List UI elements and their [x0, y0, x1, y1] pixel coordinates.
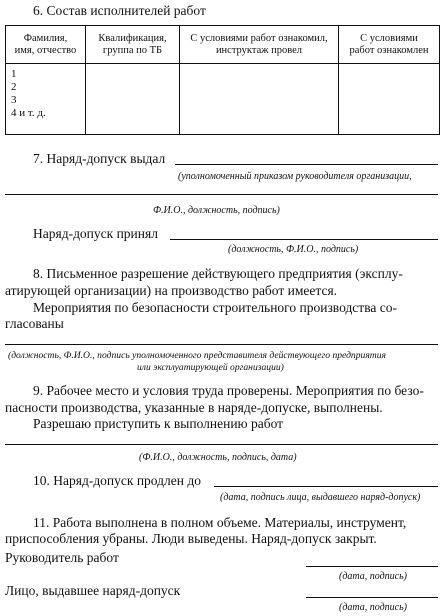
section-11-line-2: приспособления убраны. Люди выведены. Наряд-допуск закрыт. [5, 531, 377, 546]
issued-by-label: 7. Наряд-допуск выдал [33, 151, 166, 166]
permission-hint: (Ф.И.О., должность, подпись, дата) [139, 452, 297, 463]
issued-by-hint-2: Ф.И.О., должность, подпись) [153, 205, 280, 216]
section-8-line-2: атирующей организации) на производство работ имеется. [5, 283, 338, 298]
accepted-by-hint: (должность, Ф.И.О., подпись) [228, 244, 359, 255]
column-header-instructed-by: С условиями работ ознакомил, инструктаж провел [180, 26, 339, 64]
issuer-hint: (дата, подпись) [339, 602, 407, 613]
row-number: 4 и т. д. [11, 107, 46, 119]
accepted-by-line[interactable] [170, 239, 438, 240]
section-9-line-2: пасности производства, указанные в наряде-допуске, выполнены. [5, 400, 383, 415]
section-8-line-1: 8. Письменное разрешение действующего предприятия (эксплу- [33, 266, 403, 281]
table-cell [180, 64, 339, 135]
work-head-label: Руководитель работ [5, 550, 119, 565]
table-row [6, 64, 440, 135]
row-number: 3 [11, 94, 17, 106]
work-head-hint: (дата, подпись) [339, 571, 407, 582]
extended-until-hint: (дата, подпись лица, выдавшего наряд-допуск) [220, 492, 421, 503]
table-cell [86, 64, 180, 135]
issued-by-line[interactable] [175, 164, 438, 165]
extended-until-label: 10. Наряд-допуск продлен до [33, 473, 201, 488]
crew-table [5, 25, 440, 135]
accepted-by-label: Наряд-допуск принял [33, 226, 158, 241]
section-9-line-3: Разрешаю приступить к выполнению работ [33, 416, 284, 431]
row-number: 1 [11, 68, 17, 80]
column-header-qualification: Квалификация, группа по ТБ [86, 26, 180, 64]
row-number: 2 [11, 81, 17, 93]
permission-line[interactable] [5, 444, 438, 445]
approval-hint-1: (должность, Ф.И.О., подпись уполномоченного представителя действующего предприятия [8, 350, 386, 361]
column-header-acknowledged: С условиями работ ознакомлен [339, 26, 440, 64]
column-header-name: Фамилия, имя, отчество [6, 26, 86, 64]
issuer-signature-line[interactable] [306, 597, 438, 598]
row-numbers-cell [6, 64, 86, 135]
section-11-line-1: 11. Работа выполнена в полном объеме. Материалы, инструмент, [33, 515, 407, 530]
issued-by-line-2[interactable] [5, 194, 438, 195]
approval-line[interactable] [5, 344, 438, 345]
work-head-signature-line[interactable] [306, 566, 438, 567]
section-8-line-4: гласованы [5, 316, 64, 331]
section-6-title: 6. Состав исполнителей работ [33, 3, 206, 18]
extended-until-line[interactable] [214, 486, 438, 487]
crew-table-header [6, 26, 440, 64]
issued-by-hint: (уполномоченный приказом руководителя организации, [178, 171, 412, 182]
issuer-label: Лицо, выдавшее наряд-допуск [5, 583, 181, 598]
section-8-line-3: Мероприятия по безопасности строительного производства со- [33, 300, 397, 315]
approval-hint-2: или эксплуатирующей организации) [137, 362, 284, 373]
section-9-line-1: 9. Рабочее место и условия труда проверены. Мероприятия по безо- [33, 383, 424, 398]
table-cell [339, 64, 440, 135]
